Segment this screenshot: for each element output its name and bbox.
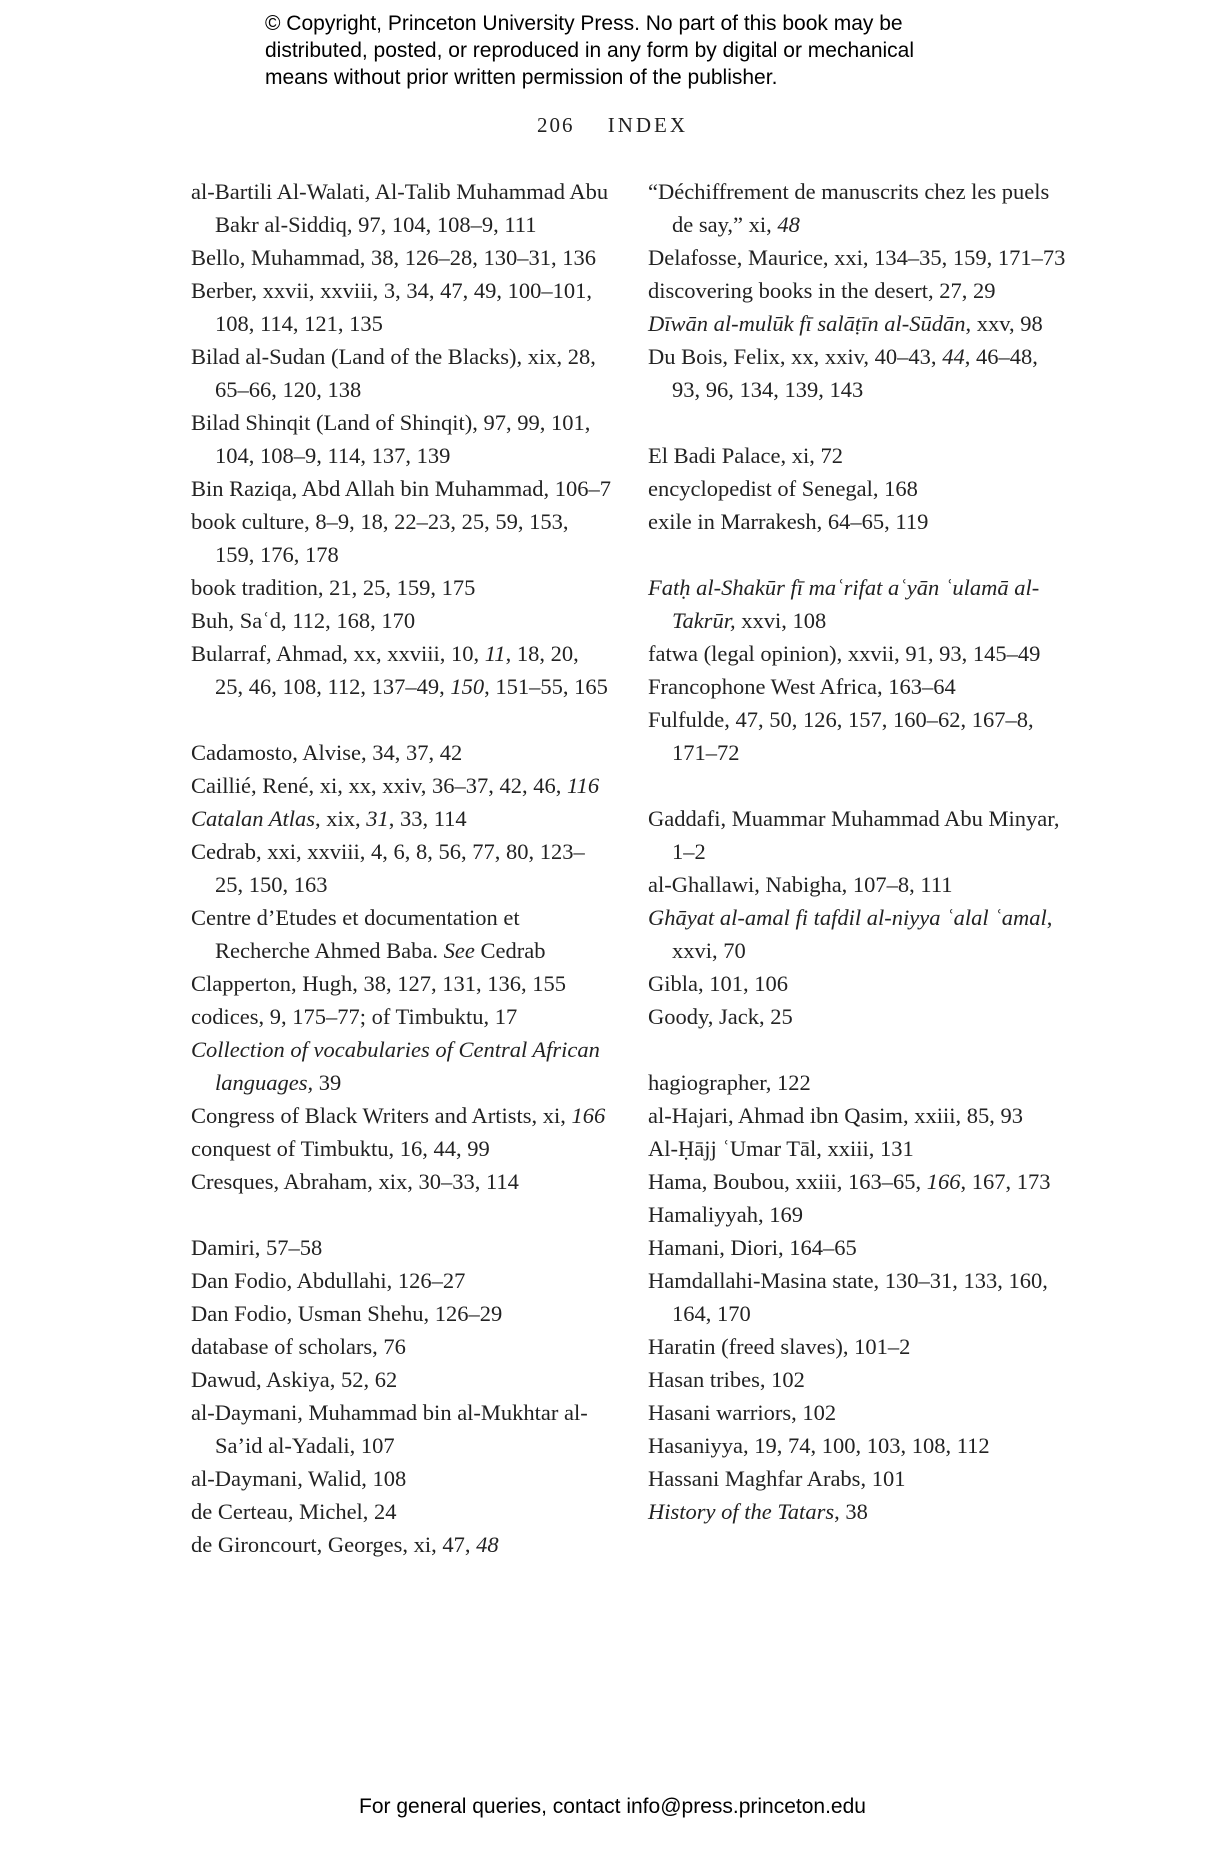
index-entry-text: , 46–48, 93, 96, 134, 139, 143 (672, 344, 1038, 402)
index-entry-text: , xxvi, 70 (672, 905, 1053, 963)
index-entry-text: de Gironcourt, Georges, xi, 47, (191, 1532, 477, 1557)
index-entry (648, 472, 1068, 505)
index-entry (648, 967, 1068, 1000)
index-entry-text: Francophone West Africa, 163–64 (648, 674, 956, 699)
index-entry-text: codices, 9, 175–77; of Timbuktu, 17 (191, 1004, 518, 1029)
index-entry-text: al-Bartili Al-Walati, Al-Talib Muhammad Abu Bakr al-Siddiq, 97, 104, 108–9, 111 (191, 179, 609, 237)
index-entry (648, 241, 1068, 274)
index-entry-italic-text: History of the Tatars (648, 1499, 835, 1524)
index-entry (191, 901, 611, 967)
index-entry (191, 241, 611, 274)
copyright-notice (265, 10, 1025, 91)
index-entry-text: Al-Ḥājj ʿUmar Tāl, xxiii, 131 (648, 1136, 914, 1161)
index-entry (191, 1297, 611, 1330)
index-entry-text: al-Ghallawi, Nabigha, 107–8, 111 (648, 872, 953, 897)
index-entry-text: , 151–55, 165 (484, 674, 608, 699)
index-entry (191, 604, 611, 637)
index-entry-text: Dawud, Askiya, 52, 62 (191, 1367, 398, 1392)
index-entry-text: al-Daymani, Walid, 108 (191, 1466, 407, 1491)
index-entry-text: al-Daymani, Muhammad bin al-Mukhtar al-Sa’id al-Yadali, 107 (191, 1400, 588, 1458)
index-entry (648, 1396, 1068, 1429)
index-entry (648, 1099, 1068, 1132)
index-entry (191, 1231, 611, 1264)
index-entry-text: Cedrab (474, 938, 546, 963)
index-entry-text: “Déchiffrement de manuscrits chez les puels de say,” xi, (648, 179, 1050, 237)
index-entry-text: xxvi, 108 (735, 608, 827, 633)
index-entry-text: Bularraf, Ahmad, xx, xxviii, 10, (191, 641, 485, 666)
index-entry-italic-text: Fatḥ al-Shakūr fī maʿrifat aʿyān ʿulamā al-Takrūr, (648, 575, 1040, 633)
index-entry-text: encyclopedist of Senegal, 168 (648, 476, 918, 501)
index-entry (648, 703, 1068, 769)
index-entry (191, 175, 611, 241)
index-entry (648, 1264, 1068, 1330)
index-entry (648, 439, 1068, 472)
copyright-line: © Copyright, Princeton University Press. No part of this book may be (265, 12, 903, 35)
index-entry-text: de Certeau, Michel, 24 (191, 1499, 397, 1524)
index-entry-text: Hamaliyyah, 169 (648, 1202, 803, 1227)
index-entry-text: Bello, Muhammad, 38, 126–28, 130–31, 136 (191, 245, 596, 270)
index-entry-text: Haratin (freed slaves), 101–2 (648, 1334, 911, 1359)
index-entry (648, 1495, 1068, 1528)
index-entry (191, 1000, 611, 1033)
index-entry (191, 736, 611, 769)
index-entry-text: , xix, (314, 806, 367, 831)
index-entry-text: Cresques, Abraham, xix, 30–33, 114 (191, 1169, 519, 1194)
index-entry-text: Caillié, René, xi, xx, xxiv, 36–37, 42, 46, (191, 773, 568, 798)
index-entry (648, 505, 1068, 538)
index-entry (648, 307, 1068, 340)
index-entry (648, 1330, 1068, 1363)
index-entry (648, 637, 1068, 670)
index-entry-italic-text: 166 (571, 1103, 606, 1128)
index-entry-text: Goody, Jack, 25 (648, 1004, 793, 1029)
index-entry-text: , xxv, 98 (965, 311, 1043, 336)
index-entry-text: al-Hajari, Ahmad ibn Qasim, xxiii, 85, 93 (648, 1103, 1023, 1128)
index-entry (648, 274, 1068, 307)
index-entry-italic-text: Catalan Atlas (191, 806, 315, 831)
index-entry (648, 1165, 1068, 1198)
page-number: 206 (536, 113, 575, 137)
index-entry (191, 769, 611, 802)
index-entry (648, 1132, 1068, 1165)
copyright-line: means without prior written permission of the publisher. (265, 66, 778, 89)
index-column-right (648, 175, 1068, 1528)
index-entry-text: Congress of Black Writers and Artists, xi, (191, 1103, 572, 1128)
index-entry (191, 1330, 611, 1363)
footer-contact: For general queries, contact info@press.princeton.edu (359, 1795, 866, 1818)
index-entry (648, 571, 1068, 637)
index-entry-text: , 33, 114 (388, 806, 467, 831)
index-entry-text: Fulfulde, 47, 50, 126, 157, 160–62, 167–8, 171–72 (648, 707, 1034, 765)
index-entry-text: discovering books in the desert, 27, 29 (648, 278, 996, 303)
index-entry-text: , 18, 20, 25, 46, 108, 112, 137–49, (215, 641, 579, 699)
index-entry-text: hagiographer, 122 (648, 1070, 811, 1095)
index-entry-text: Berber, xxvii, xxviii, 3, 34, 47, 49, 100–101, 108, 114, 121, 135 (191, 278, 592, 336)
index-entry (191, 1165, 611, 1198)
index-entry-text: database of scholars, 76 (191, 1334, 406, 1359)
index-entry-text: Clapperton, Hugh, 38, 127, 131, 136, 155 (191, 971, 566, 996)
index-entry (191, 1033, 611, 1099)
index-entry-text: Delafosse, Maurice, xxi, 134–35, 159, 171–73 (648, 245, 1066, 270)
index-entry-text: exile in Marrakesh, 64–65, 119 (648, 509, 929, 534)
index-entry-text: book tradition, 21, 25, 159, 175 (191, 575, 476, 600)
page-title: INDEX (607, 113, 689, 137)
copyright-line: distributed, posted, or reproduced in any form by digital or mechanical (265, 39, 915, 62)
index-entry (648, 868, 1068, 901)
index-entry-italic-text: Ghāyat al-amal fi tafdil al-niyya ʿalal ʿamal (648, 905, 1047, 930)
index-entry (648, 802, 1068, 868)
index-entry (191, 835, 611, 901)
index-entry-text: Cadamosto, Alvise, 34, 37, 42 (191, 740, 463, 765)
index-entry-italic-text: 48 (777, 212, 800, 237)
index-entry-italic-text: 11 (484, 641, 506, 666)
index-entry (191, 1264, 611, 1297)
index-entry (648, 1066, 1068, 1099)
index-entry-text: Damiri, 57–58 (191, 1235, 323, 1260)
index-entry-italic-text: 150 (450, 674, 485, 699)
index-entry-text: Hassani Maghfar Arabs, 101 (648, 1466, 906, 1491)
index-entry-italic-text: 44 (942, 344, 965, 369)
index-entry (648, 670, 1068, 703)
index-entry-text: Bin Raziqa, Abd Allah bin Muhammad, 106–7 (191, 476, 611, 501)
index-entry-text: Hamani, Diori, 164–65 (648, 1235, 857, 1260)
index-entry (648, 1231, 1068, 1264)
index-entry-text: Hama, Boubou, xxiii, 163–65, (648, 1169, 927, 1194)
index-entry (648, 175, 1068, 241)
index-entry-text: Centre d’Etudes et documentation et Recherche Ahmed Baba. (191, 905, 520, 963)
index-entry-text: Dan Fodio, Abdullahi, 126–27 (191, 1268, 466, 1293)
index-entry-text: Gaddafi, Muammar Muhammad Abu Minyar, 1–2 (648, 806, 1060, 864)
index-entry-text: Hasan tribes, 102 (648, 1367, 805, 1392)
index-entry (191, 1396, 611, 1462)
index-entry (648, 340, 1068, 406)
index-entry (191, 802, 611, 835)
index-entry (648, 1462, 1068, 1495)
index-entry (191, 1363, 611, 1396)
index-entry (191, 1528, 611, 1561)
index-entry (648, 901, 1068, 967)
index-entry-text: 39 (313, 1070, 342, 1095)
index-entry-text: , 38 (834, 1499, 868, 1524)
index-column-left (191, 175, 611, 1561)
index-entry (191, 1462, 611, 1495)
index-entry-italic-text: 166 (926, 1169, 961, 1194)
index-entry (191, 1495, 611, 1528)
index-entry-italic-text: 31 (366, 806, 389, 831)
index-entry (191, 406, 611, 472)
index-entry-italic-text: Dīwān al-mulūk fī salāṭīn al-Sūdān (648, 311, 966, 336)
index-entry-text: fatwa (legal opinion), xxvii, 91, 93, 145–49 (648, 641, 1041, 666)
index-entry (191, 571, 611, 604)
index-entry (191, 340, 611, 406)
index-entry (648, 1198, 1068, 1231)
index-entry-text: Du Bois, Felix, xx, xxiv, 40–43, (648, 344, 943, 369)
index-entry (191, 1132, 611, 1165)
index-entry-italic-text: 116 (567, 773, 600, 798)
index-entry-text: Hasani warriors, 102 (648, 1400, 837, 1425)
index-entry-italic-text: 48 (476, 1532, 499, 1557)
index-entry-italic-text: See (443, 938, 475, 963)
index-entry-text: Hasaniyya, 19, 74, 100, 103, 108, 112 (648, 1433, 990, 1458)
index-entry-text: Hamdallahi-Masina state, 130–31, 133, 160, 164, 170 (648, 1268, 1048, 1326)
index-entry-italic-text: Collection of vocabularies of Central African languages, (191, 1037, 600, 1095)
index-entry (191, 472, 611, 505)
index-entry-text: Bilad al-Sudan (Land of the Blacks), xix, 28, 65–66, 120, 138 (191, 344, 596, 402)
index-entry (648, 1429, 1068, 1462)
index-entry (191, 637, 611, 703)
index-entry-text: Cedrab, xxi, xxviii, 4, 6, 8, 56, 77, 80, 123–25, 150, 163 (191, 839, 585, 897)
index-entry (648, 1363, 1068, 1396)
index-entry-text: Bilad Shinqit (Land of Shinqit), 97, 99, 101, 104, 108–9, 114, 137, 139 (191, 410, 591, 468)
index-entry (191, 505, 611, 571)
index-entry-text: Dan Fodio, Usman Shehu, 126–29 (191, 1301, 503, 1326)
index-entry-text: conquest of Timbuktu, 16, 44, 99 (191, 1136, 490, 1161)
running-head (0, 113, 1225, 138)
index-entry-text: El Badi Palace, xi, 72 (648, 443, 843, 468)
index-entry (191, 1099, 611, 1132)
index-entry (191, 274, 611, 340)
index-entry (648, 1000, 1068, 1033)
index-entry (191, 967, 611, 1000)
index-entry-text: , 167, 173 (960, 1169, 1051, 1194)
index-entry-text: book culture, 8–9, 18, 22–23, 25, 59, 153, 159, 176, 178 (191, 509, 569, 567)
index-entry-text: Gibla, 101, 106 (648, 971, 788, 996)
index-entry-text: Buh, Saʿd, 112, 168, 170 (191, 608, 416, 633)
